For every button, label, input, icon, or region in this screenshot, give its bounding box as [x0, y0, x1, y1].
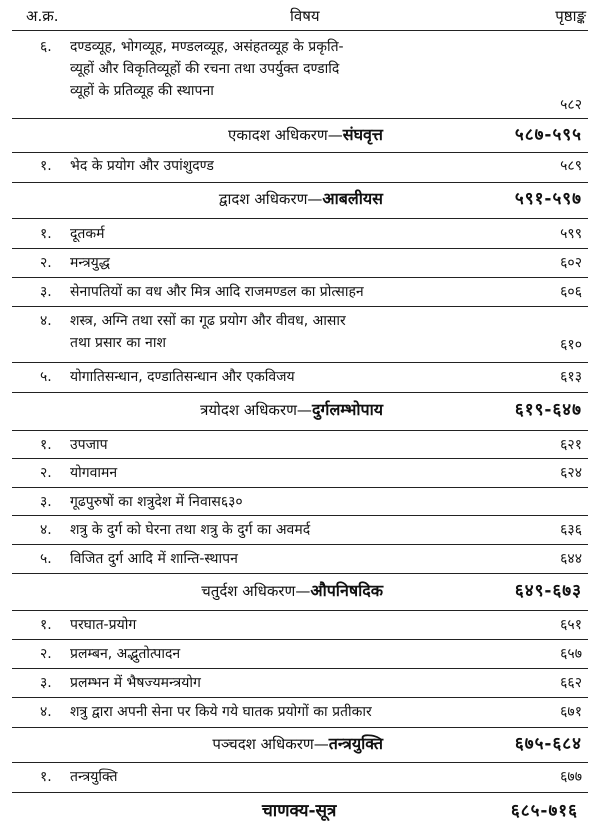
list-item: [18, 310, 582, 356]
row-divider: [12, 277, 588, 278]
entry-page: ६१०: [560, 337, 582, 353]
entry-text: योगातिसन्धान, दण्डातिसन्धान और एकविजय: [70, 369, 295, 385]
entry-number: ३.: [40, 494, 52, 510]
entry-page: ६३६: [560, 522, 582, 538]
row-divider: [12, 306, 588, 307]
entry-text: तन्त्रयुक्ति: [70, 769, 118, 785]
row-divider: [12, 668, 588, 669]
entry-number: २.: [40, 465, 52, 481]
entry-text-line: तथा प्रसार का नाश: [70, 335, 166, 351]
section-heading: [12, 122, 588, 148]
entry-page: ६४४: [560, 551, 582, 567]
section-title-bold: तन्त्रयुक्ति: [328, 734, 383, 753]
row-divider: [12, 610, 588, 611]
entry-number: २.: [40, 255, 52, 271]
section-title: [219, 186, 383, 212]
entry-number: ५.: [40, 369, 52, 385]
entry-number: ४.: [40, 522, 52, 538]
entry-number: १.: [40, 226, 52, 242]
section-page-range: ५८७-५९५: [514, 125, 582, 145]
entry-text-line: दण्डव्यूह, भोगव्यूह, मण्डलव्यूह, असंहतव्यूह के प्रकृति-: [70, 39, 344, 55]
section-heading: [12, 186, 588, 212]
row-divider: [12, 248, 588, 249]
entry-page: ५९९: [560, 226, 582, 242]
entry-text-line: व्यूहों और विकृतिव्यूहों की रचना तथा उपर्युक्त दण्डादि: [70, 61, 340, 77]
entry-text: शत्रु के दुर्ग को घेरना तथा शत्रु के दुर्ग का अवमर्द: [70, 522, 311, 538]
row-divider: [12, 362, 588, 363]
section-title-prefix: द्वादश अधिकरण—: [218, 190, 323, 208]
entry-number: १.: [40, 158, 52, 174]
section-title-bold: आबलीयस: [322, 189, 383, 208]
entry-text: योगवामन: [70, 465, 118, 481]
column-header-number: अ.क्र.: [26, 7, 59, 25]
entry-text: भेद के प्रयोग और उपांशुदण्ड: [70, 158, 214, 174]
column-header-page: पृष्ठाङ्क: [555, 7, 586, 25]
entry-number: २.: [40, 646, 52, 662]
entry-page: ६३०: [220, 494, 243, 510]
entry-page: ६५१: [560, 617, 582, 633]
entry-text: [70, 310, 582, 354]
row-divider: [12, 218, 588, 219]
entry-number: ५.: [40, 551, 52, 567]
entry-text: परघात-प्रयोग: [70, 617, 137, 633]
entry-page: ६०२: [560, 255, 582, 271]
row-divider: [12, 182, 588, 183]
entry-page: ६५७: [560, 646, 582, 662]
section-title-prefix: एकादश अधिकरण—: [228, 126, 343, 144]
row-divider: [12, 727, 588, 728]
section-title-bold: औपनिषदिक: [310, 581, 383, 600]
row-divider: [12, 573, 588, 574]
entry-text: उपजाप: [70, 437, 108, 453]
entry-number: ३.: [40, 675, 52, 691]
entry-text-line: शस्त्र, अग्नि तथा रसों का गूढ प्रयोग और वीवध, आसार: [70, 313, 346, 329]
final-section-heading: [12, 796, 588, 826]
header-divider: [12, 30, 588, 31]
section-title-prefix: पञ्चदश अधिकरण—: [212, 735, 329, 753]
section-title: [212, 731, 383, 757]
entry-text-main: गूढपुरुषों का शत्रुदेश में निवास: [70, 494, 221, 510]
entry-page: ५८२: [560, 97, 582, 113]
entry-text: विजित दुर्ग आदि में शान्ति-स्थापन: [70, 551, 238, 567]
final-section-page-range: ६८५-७१६: [510, 801, 578, 821]
section-page-range: ५९१-५९७: [514, 189, 582, 209]
section-title: [200, 397, 383, 423]
row-divider: [12, 118, 588, 119]
entry-page: ५८९: [560, 158, 582, 174]
section-heading: [12, 578, 588, 604]
entry-number: ४.: [40, 704, 52, 720]
entry-text: [70, 491, 582, 513]
row-divider: [12, 515, 588, 516]
list-item: [18, 36, 582, 113]
entry-number: ३.: [40, 284, 52, 300]
entry-number: ६.: [40, 39, 52, 55]
section-title-bold: संघवृत्त: [342, 125, 383, 144]
section-page-range: ६४९-६७३: [514, 581, 582, 601]
entry-number: १.: [40, 437, 52, 453]
row-divider: [12, 392, 588, 393]
entry-text: प्रलम्बन, अद्भुतोत्पादन: [70, 646, 181, 662]
section-page-range: ६७५-६८४: [514, 734, 582, 754]
section-title: [201, 578, 383, 604]
section-title-prefix: त्रयोदश अधिकरण—: [200, 401, 312, 419]
entry-page: ६२४: [560, 465, 582, 481]
entry-page: ६६२: [560, 675, 582, 691]
section-heading: [12, 397, 588, 423]
section-heading: [12, 731, 588, 757]
entry-text: [70, 36, 582, 102]
row-divider: [12, 487, 588, 488]
entry-text: मन्त्रयुद्ध: [70, 255, 110, 271]
entry-page: ६७७: [560, 769, 582, 785]
section-title: [228, 122, 383, 148]
row-divider: [12, 762, 588, 763]
entry-number: १.: [40, 617, 52, 633]
entry-number: ४.: [40, 313, 52, 329]
row-divider: [12, 697, 588, 698]
entry-text: दूतकर्म: [70, 226, 105, 242]
entry-page: ६२१: [560, 437, 582, 453]
row-divider: [12, 152, 588, 153]
section-title-bold: दुर्गलम्भोपाय: [311, 400, 383, 419]
entry-text: शत्रु द्वारा अपनी सेना पर किये गये घातक प्रयोगों का प्रतीकार: [70, 704, 372, 720]
row-divider: [12, 639, 588, 640]
section-title-prefix: चतुर्दश अधिकरण—: [201, 582, 311, 600]
row-divider: [12, 544, 588, 545]
section-page-range: ६१९-६४७: [514, 400, 582, 420]
entry-text: प्रलम्भन में भैषज्यमन्त्रयोग: [70, 675, 201, 691]
entry-page: ६७१: [560, 704, 582, 720]
row-divider: [12, 458, 588, 459]
entry-text-line: व्यूहों के प्रतिव्यूह की स्थापना: [70, 83, 214, 99]
final-section-title: चाणक्य-सूत्र: [262, 801, 337, 821]
row-divider: [12, 430, 588, 431]
entry-text: सेनापतियों का वध और मित्र आदि राजमण्डल का प्रोत्साहन: [70, 284, 364, 300]
column-header-subject: विषय: [290, 7, 320, 25]
entry-number: १.: [40, 769, 52, 785]
entry-page: ६१३: [560, 369, 582, 385]
row-divider: [12, 792, 588, 793]
entry-page: ६०६: [560, 284, 582, 300]
